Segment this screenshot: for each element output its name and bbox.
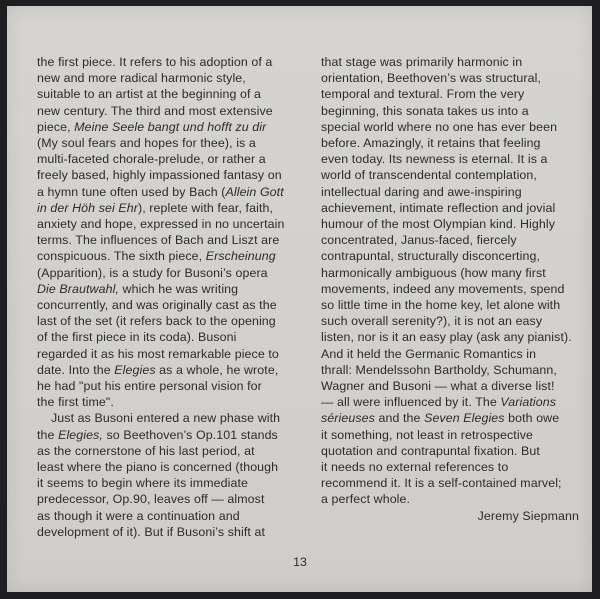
text-line <box>321 459 583 475</box>
text-segment: so Beethoven’s Op.101 stands <box>102 427 278 442</box>
text-segment: world of transcendental contemplation, <box>321 168 537 183</box>
text-line <box>321 119 583 135</box>
text-line <box>321 378 583 394</box>
text-line <box>37 443 305 459</box>
text-segment: recommend it. It is a self-contained marvel; <box>321 476 562 491</box>
page-number: 13 <box>293 555 307 569</box>
text-segment: suitable to an artist at the beginning of a <box>37 87 262 102</box>
text-segment: quotation and contrapuntal fixation. But <box>321 443 540 458</box>
text-line <box>37 184 305 200</box>
text-segment: conspicuous. The sixth piece, <box>37 249 206 264</box>
text-segment: freely based, highly impassioned fantasy on <box>37 168 282 183</box>
text-line <box>37 491 305 507</box>
booklet-page <box>7 6 592 592</box>
text-line <box>37 135 305 151</box>
text-line <box>321 265 583 281</box>
text-segment: new and more radical harmonic style, <box>37 71 246 86</box>
text-line <box>37 378 305 394</box>
text-segment: development of it). But if Busoni’s shift at <box>37 524 266 539</box>
text-segment: new century. The third and most extensive <box>37 103 273 118</box>
text-segment: a hymn tune often used by Bach ( <box>37 184 226 199</box>
text-line <box>37 167 305 183</box>
text-segment: least where the piano is concerned (though <box>37 460 279 475</box>
text-line <box>37 346 305 362</box>
text-line <box>37 475 305 491</box>
text-segment: last of the set (it refers back to the opening <box>37 314 276 329</box>
text-segment: the first piece. It refers to his adoption of a <box>37 55 273 69</box>
text-line <box>321 346 583 362</box>
text-segment: contrapuntal, structurally disconcerting, <box>321 249 540 264</box>
text-line <box>37 248 305 264</box>
text-line <box>321 184 583 200</box>
italic-title: in der Höh sei Ehr <box>37 200 138 215</box>
text-segment: a perfect whole. <box>321 492 411 507</box>
text-line <box>37 508 305 524</box>
author-signature: Jeremy Siepmann <box>477 508 579 523</box>
text-line <box>321 135 583 151</box>
text-line <box>37 410 305 426</box>
text-segment: both owe <box>504 411 560 426</box>
text-line <box>321 54 583 70</box>
text-line <box>37 216 305 232</box>
text-segment: Just as Busoni entered a new phase with <box>51 411 281 426</box>
text-segment: (Apparition), is a study for Busoni’s opera <box>37 265 268 280</box>
text-segment: regarded it as his most remarkable piece to <box>37 346 279 361</box>
text-segment: thrall: Mendelssohn Bartholdy, Schumann, <box>321 362 557 377</box>
text-segment: special world where no one has ever been <box>321 119 558 134</box>
text-line <box>37 232 305 248</box>
text-line <box>37 459 305 475</box>
text-line <box>321 297 583 313</box>
text-segment: he had "put his entire personal vision for <box>37 379 262 394</box>
italic-title: Allein Gott <box>225 184 284 199</box>
text-line <box>37 524 305 540</box>
text-line <box>37 427 305 443</box>
text-line <box>321 200 583 216</box>
text-segment: — all were influenced by it. The <box>321 395 501 410</box>
text-segment: achievement, intimate reflection and jovial <box>321 200 556 215</box>
text-segment: even today. Its newness is eternal. It is a <box>321 152 548 167</box>
text-segment: and the <box>374 411 425 426</box>
text-line <box>37 119 305 135</box>
text-segment: the <box>37 427 59 442</box>
text-line <box>321 151 583 167</box>
text-segment: predecessor, Op.90, leaves off — almost <box>37 492 265 507</box>
text-segment: ), replete with fear, faith, <box>137 200 274 215</box>
italic-title: sérieuses <box>321 411 375 426</box>
text-line <box>321 329 583 345</box>
text-segment: as though it were a continuation and <box>37 508 240 523</box>
text-line <box>37 54 305 70</box>
text-segment: concurrently, and was originally cast as the <box>37 298 277 313</box>
italic-title: Meine Seele bangt und hofft zu dir <box>74 119 267 134</box>
text-line <box>37 329 305 345</box>
text-segment: anxiety and hope, expressed in no uncertain <box>37 217 285 232</box>
text-segment: it seems to begin where its immediate <box>37 476 248 491</box>
text-segment: it needs no external references to <box>321 460 509 475</box>
text-line <box>321 394 583 410</box>
text-line <box>321 362 583 378</box>
text-segment: beginning, this sonata takes us into a <box>321 103 529 118</box>
text-segment: date. Into the <box>37 362 115 377</box>
text-line <box>321 427 583 443</box>
text-line <box>321 491 583 507</box>
text-line <box>321 167 583 183</box>
italic-title: Seven Elegies <box>424 411 505 426</box>
text-segment: which he was writing <box>118 281 239 296</box>
text-segment: the first time". <box>37 395 114 410</box>
text-segment: so little time in the home key, let alone with <box>321 298 561 313</box>
text-line <box>37 200 305 216</box>
text-segment: before. Amazingly, it retains that feeling <box>321 136 541 151</box>
text-segment: harmonically ambiguous (how many first <box>321 265 546 280</box>
text-line <box>37 313 305 329</box>
text-segment: as a whole, he wrote, <box>155 362 279 377</box>
text-segment: terms. The influences of Bach and Liszt are <box>37 233 280 248</box>
text-line <box>321 443 583 459</box>
text-segment: concentrated, Janus-faced, fiercely <box>321 233 517 248</box>
text-segment: humour of the most Olympian kind. Highly <box>321 217 556 232</box>
italic-title: Elegies, <box>58 427 103 442</box>
text-line <box>37 86 305 102</box>
left-column-text <box>37 54 305 540</box>
text-line <box>37 297 305 313</box>
text-segment: listen, nor is it an easy play (ask any pianist). <box>321 330 572 345</box>
italic-title: Die Brautwahl, <box>37 281 119 296</box>
text-line <box>321 410 583 426</box>
text-line <box>321 103 583 119</box>
text-segment: piece, <box>37 119 75 134</box>
text-segment: that stage was primarily harmonic in <box>321 55 523 69</box>
text-segment: as the cornerstone of his last period, at <box>37 443 255 458</box>
text-segment: orientation, Beethoven’s was structural, <box>321 71 542 86</box>
text-line <box>37 70 305 86</box>
text-segment: intellectual daring and awe-inspiring <box>321 184 522 199</box>
text-line <box>37 151 305 167</box>
right-column-text <box>321 54 583 524</box>
text-segment: And it held the Germanic Romantics in <box>321 346 537 361</box>
text-line <box>321 70 583 86</box>
text-line <box>37 281 305 297</box>
text-line <box>321 86 583 102</box>
italic-title: Erscheinung <box>205 249 276 264</box>
text-segment: such overall serenity?), it is not an easy <box>321 314 543 329</box>
text-line <box>37 103 305 119</box>
text-line <box>321 313 583 329</box>
text-segment: of the first piece in its coda). Busoni <box>37 330 237 345</box>
italic-title: Variations <box>500 395 557 410</box>
text-line <box>321 248 583 264</box>
text-line <box>37 362 305 378</box>
text-line <box>321 281 583 297</box>
text-line <box>37 394 305 410</box>
text-segment: Wagner and Busoni — what a diverse list! <box>321 379 555 394</box>
text-line <box>321 232 583 248</box>
text-segment: (My soul fears and hopes for thee), is a <box>37 136 256 151</box>
text-segment: movements, indeed any movements, spend <box>321 281 565 296</box>
text-line <box>37 265 305 281</box>
text-segment: temporal and textural. From the very <box>321 87 525 102</box>
text-segment: it something, not least in retrospective <box>321 427 533 442</box>
text-line <box>321 475 583 491</box>
text-segment: multi-faceted chorale-prelude, or rather a <box>37 152 266 167</box>
text-line <box>321 216 583 232</box>
italic-title: Elegies <box>114 362 156 377</box>
